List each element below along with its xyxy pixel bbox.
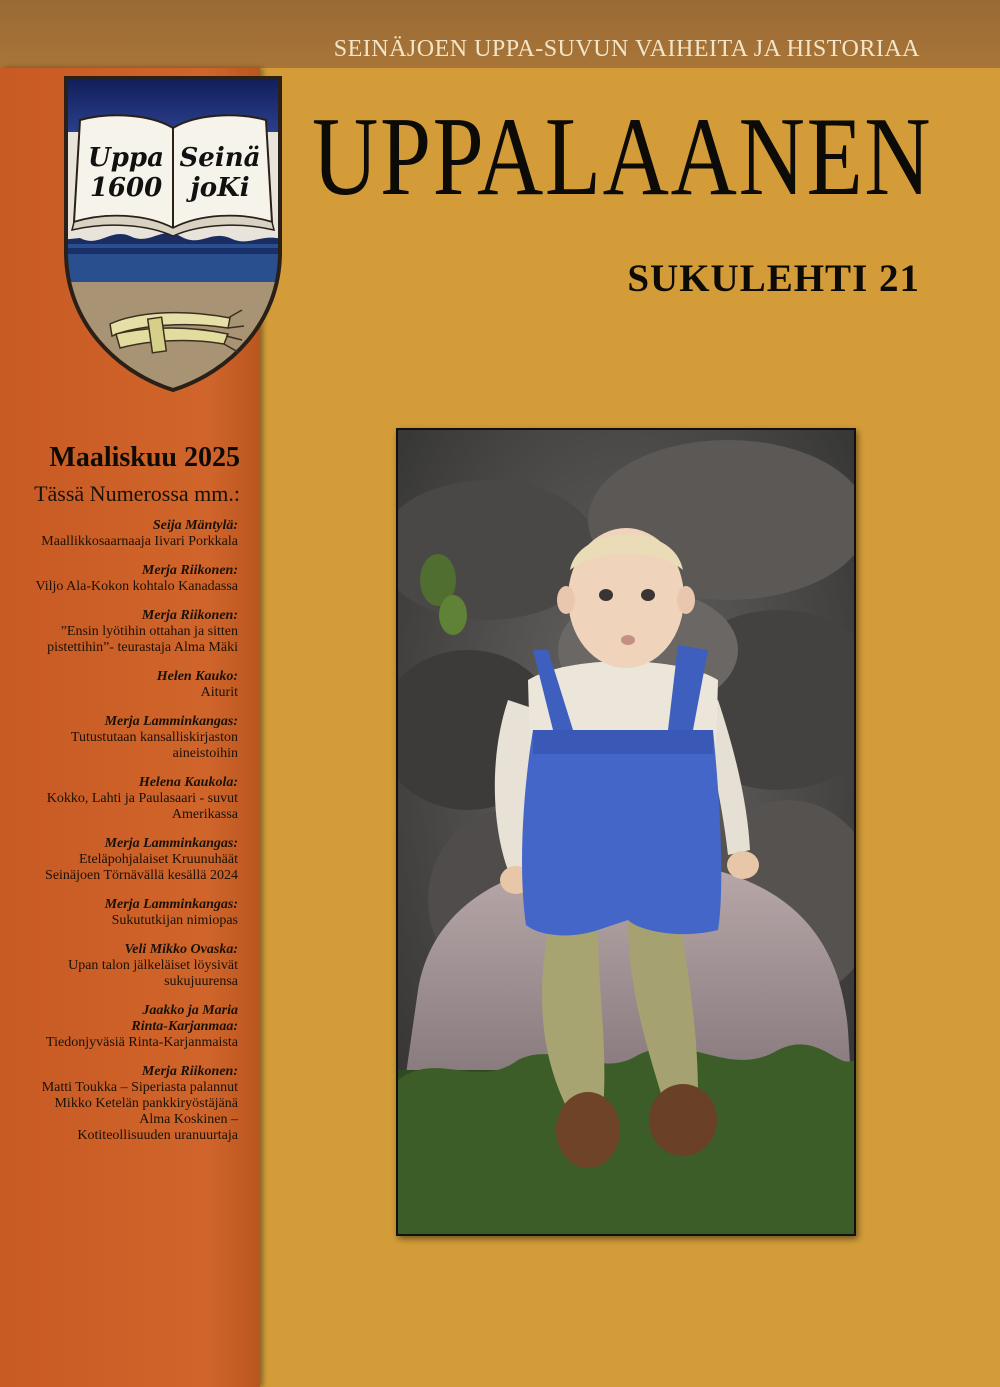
crest-text-seina: Seinä [179,143,261,173]
issue-subtitle: SUKULEHTI 21 [627,257,920,300]
cover-photo [396,428,856,1236]
magazine-title: UPPALAANEN [312,95,933,219]
table-of-contents [0,518,238,1157]
crest-text-uppa: Uppa [88,143,164,173]
entry-title: Kokko, Lahti ja Paulasaari - suvut Amerikassa [46,791,238,822]
contents-entry [0,897,238,929]
entry-author: Seija Mäntylä: [152,518,238,533]
entry-title: Viljo Ala-Kokon kohtalo Kanadassa [35,579,238,594]
entry-author: Helena Kaukola: [138,775,238,790]
contents-entry [0,563,238,595]
entry-title: ”Ensin lyötihin ottahan ja sitten pistettihin”- teurastaja Alma Mäki [47,624,238,655]
contents-entry [0,518,238,550]
entry-author: Merja Lamminkangas: [104,897,238,912]
child-photo-illustration [398,430,854,1234]
contents-entry [0,942,238,990]
tagline: SEINÄJOEN UPPA-SUVUN VAIHEITA JA HISTORIAA [333,36,920,62]
entry-author: Jaakko ja Maria Rinta-Karjanmaa: [131,1003,238,1034]
entry-author: Merja Lamminkangas: [104,836,238,851]
contents-entry [0,775,238,823]
contents-entry [0,669,238,701]
contents-label: Tässä Numerossa mm.: [34,481,240,506]
entry-title: Tutustutaan kansalliskirjaston aineistoihin [70,730,238,761]
contents-entry [0,1064,238,1144]
entry-title: Sukututkijan nimiopas [111,913,238,928]
entry-author: Veli Mikko Ovaska: [124,942,238,957]
entry-author: Helen Kauko: [156,669,238,684]
entry-author: Merja Lamminkangas: [104,714,238,729]
entry-title: Eteläpohjalaiset Kruunuhäät Seinäjoen Törnävällä kesällä 2024 [45,852,238,883]
entry-author: Merja Riikonen: [141,563,238,578]
crest-text-year: 1600 [89,173,163,203]
entry-title: Tiedonjyväsiä Rinta-Karjanmaista [46,1035,238,1050]
crest-text-joki: joKi [190,173,250,203]
entry-title: Aiturit [200,685,238,700]
entry-author: Merja Riikonen: [141,608,238,623]
issue-date: Maaliskuu 2025 [49,442,240,473]
crest-shield-logo [60,72,286,394]
entry-author: Merja Riikonen: [141,1064,238,1079]
contents-entry [0,1003,238,1051]
entry-title: Matti Toukka – Siperiasta palannut Mikko Ketelän pankkiryöstäjänä Alma Koskinen – Kotiteollisuuden uranuurtaja [41,1080,238,1143]
contents-entry [0,836,238,884]
contents-entry [0,714,238,762]
entry-title: Upan talon jälkeläiset löysivät sukujuurensa [68,958,238,989]
contents-entry [0,608,238,656]
entry-title: Maallikkosaarnaaja Iivari Porkkala [41,534,238,549]
